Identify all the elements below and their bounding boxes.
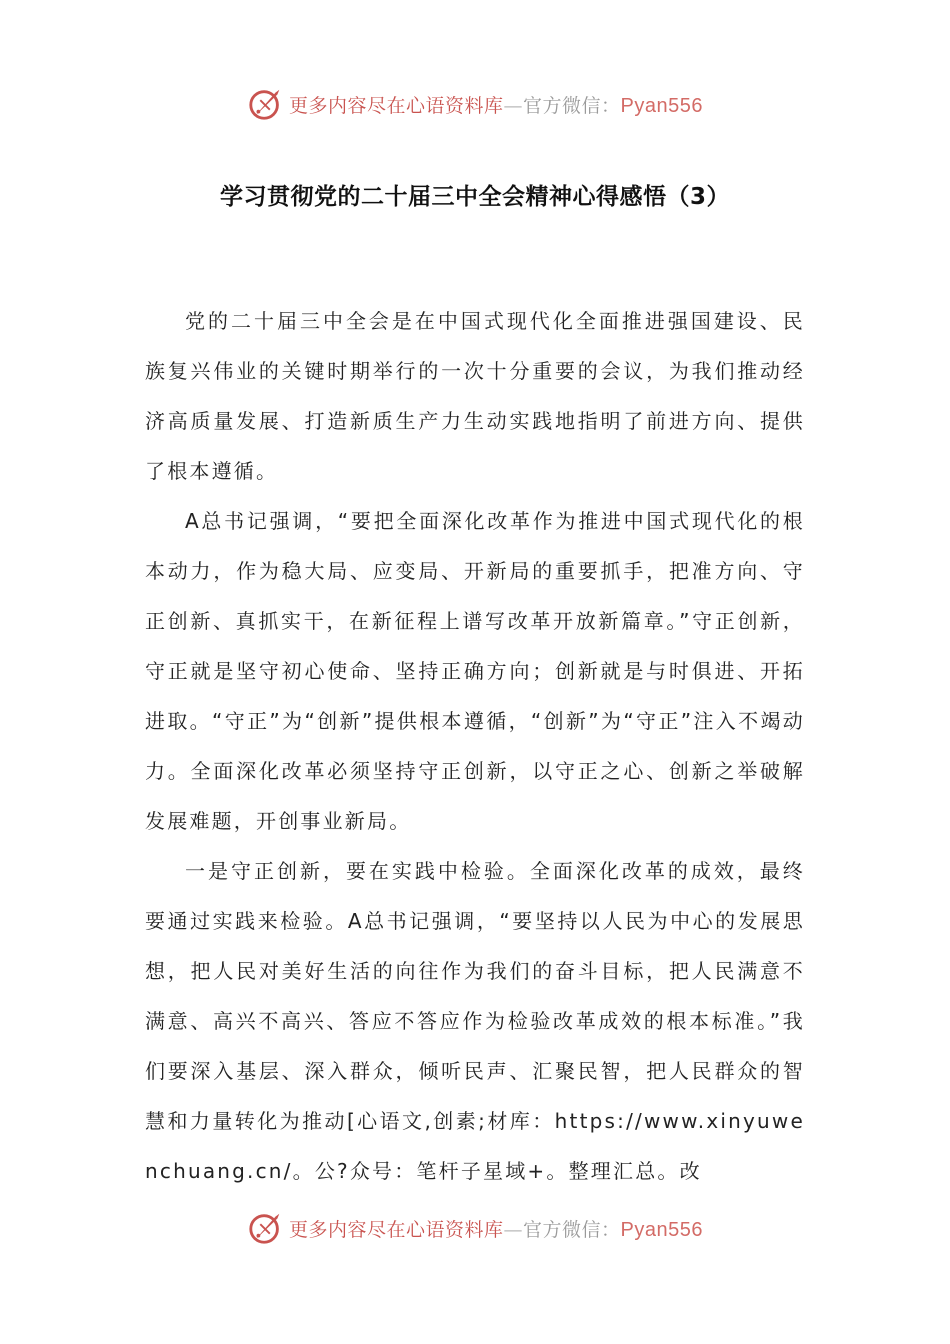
banner-wechat-id: Pyan556 [620, 1218, 703, 1241]
header-banner [0, 84, 950, 124]
banner-official-label: 官方微信： [523, 1218, 621, 1241]
paragraph-3: 一是守正创新，要在实践中检验。全面深化改革的成效，最终要通过实践来检验。A总书记强调，“要坚持以人民为中心的发展思想，把人民对美好生活的向往作为我们的奋斗目标，把人民满意不满意、高兴不高兴、答应不答应作为检验改革成效的根本标准。”我们要深入基层、深入群众，倾听民声、汇聚民智，把人民群众的智慧和力量转化为推动[心语文,创素;材库：https://www.xinyuwenchuang.cn/。公?众号：笔杆子星域+。整理汇总。改 [145, 859, 805, 1183]
paragraph-2: A总书记强调，“要把全面深化改革作为推进中国式现代化的根本动力，作为稳大局、应变局、开新局的重要抓手，把准方向、守正创新、真抓实干，在新征程上谱写改革开放新篇章。”守正创新，守正就是坚守初心使命、坚持正确方向；创新就是与时俱进、开拓进取。“守正”为“创新”提供根本遵循，“创新”为“守正”注入不竭动力。全面深化改革必须坚持守正创新，以守正之心、创新之举破解发展难题，开创事业新局。 [145, 509, 805, 833]
quill-logo-icon [247, 85, 285, 123]
banner-dash: — [503, 94, 524, 117]
banner-official-label: 官方微信： [523, 94, 621, 117]
banner-wechat-id: Pyan556 [620, 94, 703, 117]
banner-main-text: 更多内容尽在心语资料库 [289, 1218, 504, 1241]
footer-banner [0, 1208, 950, 1248]
banner-dash: — [503, 1218, 524, 1241]
document-title: 学习贯彻党的二十届三中全会精神心得感悟（3） [219, 184, 730, 210]
banner-main-text: 更多内容尽在心语资料库 [289, 94, 504, 117]
quill-logo-icon [247, 1209, 285, 1247]
document-body [145, 296, 805, 1196]
paragraph-1: 党的二十届三中全会是在中国式现代化全面推进强国建设、民族复兴伟业的关键时期举行的一次十分重要的会议，为我们推动经济高质量发展、打造新质生产力生动实践地指明了前进方向、提供了根本遵循。 [145, 309, 805, 483]
banner-text [289, 1215, 703, 1242]
banner-text [289, 91, 703, 118]
